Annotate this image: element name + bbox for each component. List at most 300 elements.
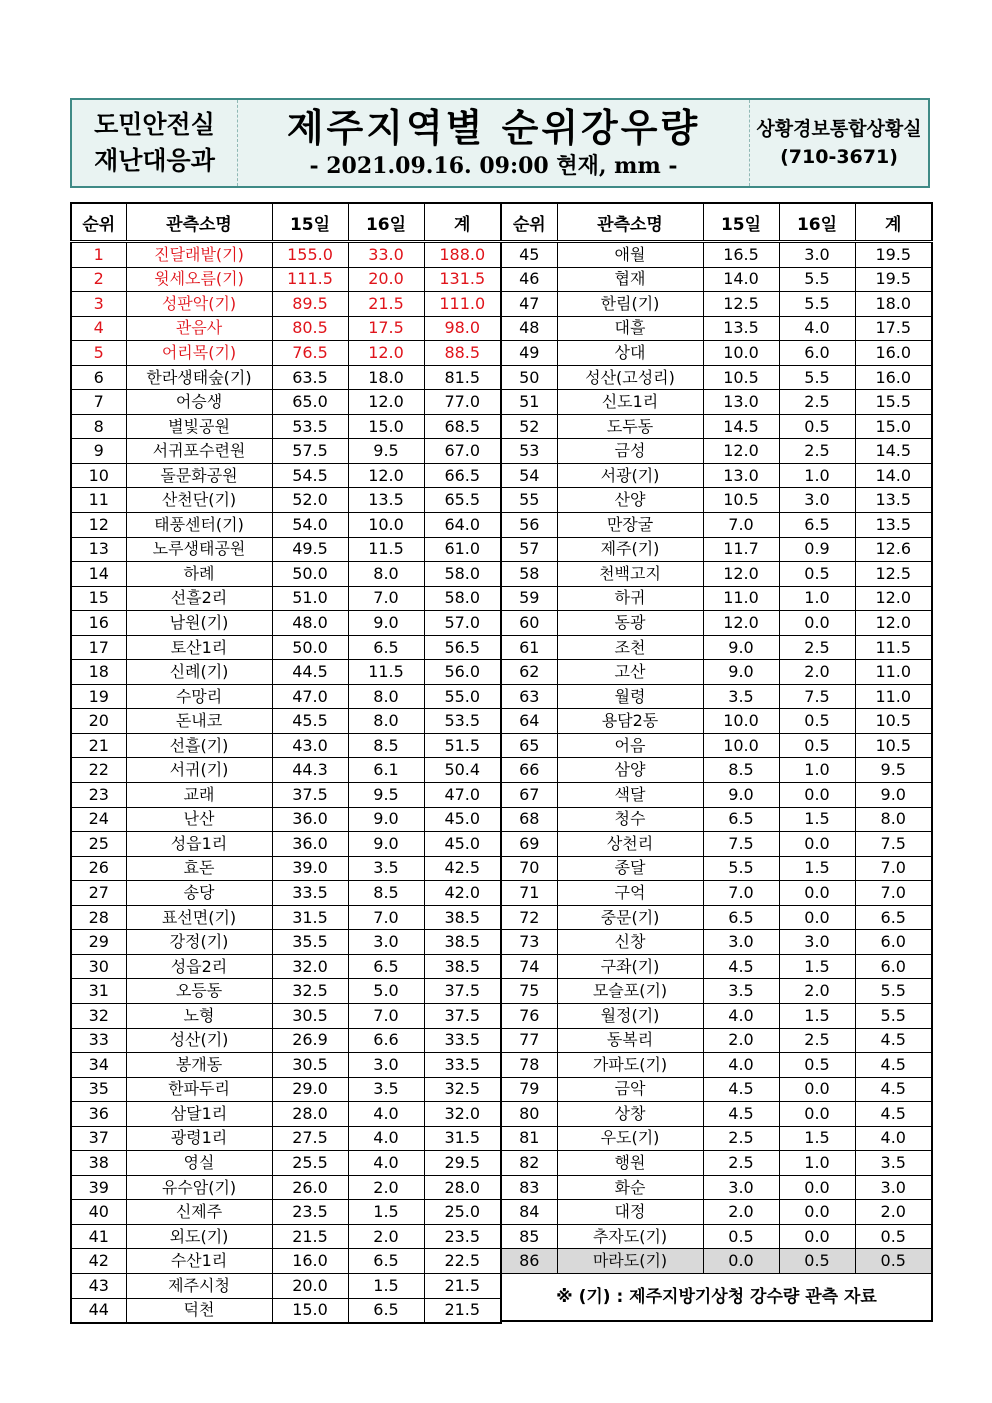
station-cell: 영실 <box>126 1151 272 1176</box>
day15-cell: 10.0 <box>703 341 779 366</box>
table-row <box>71 1224 501 1249</box>
day15-cell: 2.5 <box>703 1126 779 1151</box>
total-cell: 4.0 <box>855 1126 932 1151</box>
table-row <box>71 758 501 783</box>
day15-cell: 7.5 <box>703 832 779 857</box>
day15-cell: 31.5 <box>272 905 348 930</box>
rank-cell: 27 <box>71 881 126 906</box>
table-row <box>71 1028 501 1053</box>
total-cell: 38.5 <box>424 905 501 930</box>
total-cell: 16.0 <box>855 341 932 366</box>
table-row <box>71 1200 501 1225</box>
day15-cell: 14.5 <box>703 414 779 439</box>
rank-cell: 47 <box>501 292 557 317</box>
station-cell: 성읍1리 <box>126 832 272 857</box>
day16-cell: 2.5 <box>779 635 855 660</box>
table-row <box>501 1249 932 1274</box>
total-cell: 38.5 <box>424 930 501 955</box>
day16-cell: 21.5 <box>348 292 424 317</box>
station-cell: 청수 <box>557 807 703 832</box>
day15-cell: 4.0 <box>703 1053 779 1078</box>
rank-cell: 51 <box>501 390 557 415</box>
day16-cell: 4.0 <box>779 316 855 341</box>
report-header <box>70 98 930 188</box>
station-cell: 애월 <box>557 242 703 268</box>
day16-cell: 8.0 <box>348 562 424 587</box>
day16-cell: 20.0 <box>348 267 424 292</box>
table-row <box>501 709 932 734</box>
rank-cell: 70 <box>501 856 557 881</box>
day15-cell: 50.0 <box>272 635 348 660</box>
day15-cell: 2.0 <box>703 1028 779 1053</box>
total-cell: 33.5 <box>424 1028 501 1053</box>
rank-cell: 50 <box>501 365 557 390</box>
day16-cell: 12.0 <box>348 463 424 488</box>
day16-cell: 2.0 <box>779 979 855 1004</box>
table-row <box>501 1224 932 1249</box>
day16-cell: 1.5 <box>779 1003 855 1028</box>
rank-cell: 18 <box>71 660 126 685</box>
day16-cell: 1.5 <box>779 1126 855 1151</box>
rank-cell: 28 <box>71 905 126 930</box>
station-cell: 모슬포(기) <box>557 979 703 1004</box>
day15-cell: 23.5 <box>272 1200 348 1225</box>
day15-cell: 111.5 <box>272 267 348 292</box>
table-row <box>501 562 932 587</box>
day15-cell: 13.0 <box>703 390 779 415</box>
day16-cell: 7.0 <box>348 905 424 930</box>
table-row <box>71 905 501 930</box>
day16-cell: 6.5 <box>348 954 424 979</box>
col-total: 계 <box>424 203 501 242</box>
day16-cell: 8.5 <box>348 733 424 758</box>
table-body-left <box>71 242 501 1324</box>
station-cell: 구좌(기) <box>557 954 703 979</box>
day16-cell: 1.5 <box>779 856 855 881</box>
day16-cell: 8.0 <box>348 709 424 734</box>
department-line1: 도민안전실 <box>94 110 215 139</box>
total-cell: 67.0 <box>424 439 501 464</box>
rank-cell: 54 <box>501 463 557 488</box>
rank-cell: 10 <box>71 463 126 488</box>
day16-cell: 7.0 <box>348 1003 424 1028</box>
day15-cell: 36.0 <box>272 807 348 832</box>
station-cell: 표선면(기) <box>126 905 272 930</box>
day16-cell: 4.0 <box>348 1102 424 1127</box>
total-cell: 51.5 <box>424 733 501 758</box>
table-row <box>501 316 932 341</box>
table-row <box>501 1053 932 1078</box>
rank-cell: 30 <box>71 954 126 979</box>
table-row <box>501 758 932 783</box>
day15-cell: 9.0 <box>703 635 779 660</box>
day16-cell: 0.0 <box>779 1175 855 1200</box>
total-cell: 12.5 <box>855 562 932 587</box>
station-cell: 용담2동 <box>557 709 703 734</box>
day15-cell: 10.0 <box>703 733 779 758</box>
table-row <box>501 390 932 415</box>
rank-cell: 48 <box>501 316 557 341</box>
station-cell: 행원 <box>557 1151 703 1176</box>
total-cell: 4.5 <box>855 1077 932 1102</box>
day16-cell: 18.0 <box>348 365 424 390</box>
station-cell: 대정 <box>557 1200 703 1225</box>
office-phone: (710-3671) <box>780 146 898 168</box>
rank-cell: 34 <box>71 1053 126 1078</box>
day15-cell: 20.0 <box>272 1273 348 1298</box>
day16-cell: 13.5 <box>348 488 424 513</box>
rank-cell: 45 <box>501 242 557 268</box>
rank-cell: 15 <box>71 586 126 611</box>
rainfall-table-left <box>70 202 502 1324</box>
total-cell: 53.5 <box>424 709 501 734</box>
rank-cell: 6 <box>71 365 126 390</box>
rank-cell: 16 <box>71 611 126 636</box>
day15-cell: 49.5 <box>272 537 348 562</box>
rank-cell: 85 <box>501 1224 557 1249</box>
day15-cell: 3.0 <box>703 930 779 955</box>
rank-cell: 46 <box>501 267 557 292</box>
day16-cell: 1.0 <box>779 758 855 783</box>
table-row <box>71 390 501 415</box>
station-cell: 월령 <box>557 684 703 709</box>
day15-cell: 21.5 <box>272 1224 348 1249</box>
rank-cell: 64 <box>501 709 557 734</box>
day16-cell: 0.9 <box>779 537 855 562</box>
day15-cell: 12.0 <box>703 439 779 464</box>
total-cell: 12.6 <box>855 537 932 562</box>
station-cell: 하례 <box>126 562 272 587</box>
table-row <box>71 660 501 685</box>
col-total: 계 <box>855 203 932 242</box>
table-header-row <box>501 203 932 242</box>
day15-cell: 25.5 <box>272 1151 348 1176</box>
day15-cell: 16.5 <box>703 242 779 268</box>
day16-cell: 5.0 <box>348 979 424 1004</box>
table-row <box>71 979 501 1004</box>
rank-cell: 29 <box>71 930 126 955</box>
rank-cell: 8 <box>71 414 126 439</box>
rank-cell: 60 <box>501 611 557 636</box>
table-row <box>501 365 932 390</box>
station-cell: 노루생태공원 <box>126 537 272 562</box>
station-cell: 제주시청 <box>126 1273 272 1298</box>
day15-cell: 89.5 <box>272 292 348 317</box>
col-day16: 16일 <box>779 203 855 242</box>
total-cell: 68.5 <box>424 414 501 439</box>
station-cell: 서귀(기) <box>126 758 272 783</box>
day16-cell: 6.5 <box>779 513 855 538</box>
station-cell: 진달래밭(기) <box>126 242 272 268</box>
total-cell: 3.0 <box>855 1175 932 1200</box>
total-cell: 7.5 <box>855 832 932 857</box>
rank-cell: 65 <box>501 733 557 758</box>
station-cell: 월정(기) <box>557 1003 703 1028</box>
rank-cell: 71 <box>501 881 557 906</box>
rank-cell: 17 <box>71 635 126 660</box>
day15-cell: 4.5 <box>703 1102 779 1127</box>
total-cell: 7.0 <box>855 856 932 881</box>
day16-cell: 0.0 <box>779 881 855 906</box>
day16-cell: 0.5 <box>779 414 855 439</box>
table-row <box>501 1028 932 1053</box>
day15-cell: 7.0 <box>703 513 779 538</box>
rank-cell: 25 <box>71 832 126 857</box>
day15-cell: 39.0 <box>272 856 348 881</box>
station-cell: 우도(기) <box>557 1126 703 1151</box>
table-row <box>501 684 932 709</box>
total-cell: 77.0 <box>424 390 501 415</box>
day16-cell: 9.0 <box>348 832 424 857</box>
table-row <box>71 1151 501 1176</box>
station-cell: 남원(기) <box>126 611 272 636</box>
table-header-row <box>71 203 501 242</box>
total-cell: 57.0 <box>424 611 501 636</box>
station-cell: 어리목(기) <box>126 341 272 366</box>
station-cell: 관음사 <box>126 316 272 341</box>
rank-cell: 1 <box>71 242 126 268</box>
station-cell: 대흘 <box>557 316 703 341</box>
day15-cell: 0.0 <box>703 1249 779 1274</box>
station-cell: 수망리 <box>126 684 272 709</box>
rank-cell: 9 <box>71 439 126 464</box>
total-cell: 37.5 <box>424 979 501 1004</box>
station-cell: 중문(기) <box>557 905 703 930</box>
rank-cell: 69 <box>501 832 557 857</box>
table-row <box>71 292 501 317</box>
rank-cell: 14 <box>71 562 126 587</box>
station-cell: 한림(기) <box>557 292 703 317</box>
station-cell: 선흘2리 <box>126 586 272 611</box>
station-cell: 신도1리 <box>557 390 703 415</box>
station-cell: 종달 <box>557 856 703 881</box>
table-row <box>71 1298 501 1323</box>
rank-cell: 58 <box>501 562 557 587</box>
day16-cell: 12.0 <box>348 390 424 415</box>
rank-cell: 63 <box>501 684 557 709</box>
station-cell: 선흘(기) <box>126 733 272 758</box>
office-name: 상황경보통합상황실 <box>756 118 922 140</box>
station-cell: 태풍센터(기) <box>126 513 272 538</box>
station-cell: 마라도(기) <box>557 1249 703 1274</box>
day16-cell: 4.0 <box>348 1151 424 1176</box>
day15-cell: 63.5 <box>272 365 348 390</box>
day15-cell: 27.5 <box>272 1126 348 1151</box>
day16-cell: 9.0 <box>348 611 424 636</box>
total-cell: 65.5 <box>424 488 501 513</box>
day16-cell: 0.0 <box>779 1224 855 1249</box>
department-line2: 재난대응과 <box>94 146 215 175</box>
total-cell: 19.5 <box>855 242 932 268</box>
table-row <box>501 1077 932 1102</box>
day16-cell: 1.0 <box>779 586 855 611</box>
day16-cell: 3.0 <box>348 930 424 955</box>
rank-cell: 36 <box>71 1102 126 1127</box>
day16-cell: 0.0 <box>779 905 855 930</box>
station-cell: 윗세오름(기) <box>126 267 272 292</box>
table-row <box>71 267 501 292</box>
total-cell: 5.5 <box>855 979 932 1004</box>
total-cell: 10.5 <box>855 733 932 758</box>
day15-cell: 54.5 <box>272 463 348 488</box>
table-row <box>71 537 501 562</box>
day16-cell: 3.0 <box>348 1053 424 1078</box>
total-cell: 58.0 <box>424 562 501 587</box>
day15-cell: 76.5 <box>272 341 348 366</box>
station-cell: 천백고지 <box>557 562 703 587</box>
total-cell: 25.0 <box>424 1200 501 1225</box>
total-cell: 42.5 <box>424 856 501 881</box>
day16-cell: 0.5 <box>779 1053 855 1078</box>
rank-cell: 11 <box>71 488 126 513</box>
day16-cell: 0.0 <box>779 611 855 636</box>
table-row <box>501 1102 932 1127</box>
station-cell: 동복리 <box>557 1028 703 1053</box>
total-cell: 12.0 <box>855 586 932 611</box>
day16-cell: 6.5 <box>348 635 424 660</box>
day15-cell: 9.0 <box>703 783 779 808</box>
table-row <box>71 733 501 758</box>
table-row <box>501 341 932 366</box>
table-row <box>71 881 501 906</box>
station-cell: 난산 <box>126 807 272 832</box>
table-row <box>71 1273 501 1298</box>
day15-cell: 33.5 <box>272 881 348 906</box>
table-row <box>501 439 932 464</box>
day16-cell: 2.5 <box>779 1028 855 1053</box>
rank-cell: 12 <box>71 513 126 538</box>
rank-cell: 62 <box>501 660 557 685</box>
total-cell: 33.5 <box>424 1053 501 1078</box>
day16-cell: 0.0 <box>779 1102 855 1127</box>
table-row <box>71 586 501 611</box>
total-cell: 4.5 <box>855 1102 932 1127</box>
day15-cell: 80.5 <box>272 316 348 341</box>
day16-cell: 9.5 <box>348 439 424 464</box>
rank-cell: 68 <box>501 807 557 832</box>
table-row <box>501 1126 932 1151</box>
col-station: 관측소명 <box>126 203 272 242</box>
table-row <box>71 242 501 268</box>
total-cell: 23.5 <box>424 1224 501 1249</box>
total-cell: 6.0 <box>855 954 932 979</box>
day16-cell: 1.5 <box>348 1200 424 1225</box>
station-cell: 신제주 <box>126 1200 272 1225</box>
rank-cell: 37 <box>71 1126 126 1151</box>
total-cell: 9.0 <box>855 783 932 808</box>
rank-cell: 82 <box>501 1151 557 1176</box>
total-cell: 13.5 <box>855 513 932 538</box>
station-cell: 송당 <box>126 881 272 906</box>
total-cell: 18.0 <box>855 292 932 317</box>
day16-cell: 2.0 <box>348 1175 424 1200</box>
day16-cell: 5.5 <box>779 267 855 292</box>
rank-cell: 42 <box>71 1249 126 1274</box>
table-row <box>501 905 932 930</box>
total-cell: 37.5 <box>424 1003 501 1028</box>
rank-cell: 26 <box>71 856 126 881</box>
total-cell: 0.5 <box>855 1249 932 1274</box>
day16-cell: 1.0 <box>779 463 855 488</box>
day16-cell: 17.5 <box>348 316 424 341</box>
day15-cell: 10.0 <box>703 709 779 734</box>
table-row <box>71 341 501 366</box>
table-row <box>501 463 932 488</box>
day16-cell: 1.5 <box>779 954 855 979</box>
rank-cell: 72 <box>501 905 557 930</box>
total-cell: 4.5 <box>855 1028 932 1053</box>
station-cell: 금성 <box>557 439 703 464</box>
station-cell: 신창 <box>557 930 703 955</box>
rank-cell: 53 <box>501 439 557 464</box>
station-cell: 색달 <box>557 783 703 808</box>
day16-cell: 4.0 <box>348 1126 424 1151</box>
total-cell: 11.5 <box>855 635 932 660</box>
total-cell: 13.5 <box>855 488 932 513</box>
day16-cell: 6.5 <box>348 1298 424 1323</box>
table-row <box>501 832 932 857</box>
day16-cell: 0.0 <box>779 1077 855 1102</box>
day16-cell: 6.6 <box>348 1028 424 1053</box>
total-cell: 55.0 <box>424 684 501 709</box>
table-row <box>501 783 932 808</box>
station-cell: 화순 <box>557 1175 703 1200</box>
station-cell: 고산 <box>557 660 703 685</box>
station-cell: 효돈 <box>126 856 272 881</box>
rank-cell: 79 <box>501 1077 557 1102</box>
day15-cell: 28.0 <box>272 1102 348 1127</box>
table-row <box>71 684 501 709</box>
day16-cell: 9.5 <box>348 783 424 808</box>
rank-cell: 61 <box>501 635 557 660</box>
table-row <box>71 856 501 881</box>
day16-cell: 3.5 <box>348 1077 424 1102</box>
table-row <box>71 1102 501 1127</box>
rank-cell: 24 <box>71 807 126 832</box>
station-cell: 조천 <box>557 635 703 660</box>
total-cell: 2.0 <box>855 1200 932 1225</box>
total-cell: 56.0 <box>424 660 501 685</box>
table-row <box>71 439 501 464</box>
table-row <box>71 316 501 341</box>
day15-cell: 15.0 <box>272 1298 348 1323</box>
station-cell: 노형 <box>126 1003 272 1028</box>
table-row <box>71 832 501 857</box>
day15-cell: 30.5 <box>272 1003 348 1028</box>
total-cell: 6.5 <box>855 905 932 930</box>
rank-cell: 38 <box>71 1151 126 1176</box>
table-row <box>71 1077 501 1102</box>
station-cell: 서귀포수련원 <box>126 439 272 464</box>
day16-cell: 10.0 <box>348 513 424 538</box>
table-row <box>71 1053 501 1078</box>
day15-cell: 53.5 <box>272 414 348 439</box>
station-cell: 돈내코 <box>126 709 272 734</box>
footnote-row <box>501 1273 932 1321</box>
station-cell: 제주(기) <box>557 537 703 562</box>
total-cell: 58.0 <box>424 586 501 611</box>
total-cell: 31.5 <box>424 1126 501 1151</box>
total-cell: 98.0 <box>424 316 501 341</box>
station-cell: 성산(고성리) <box>557 365 703 390</box>
rank-cell: 49 <box>501 341 557 366</box>
col-rank: 순위 <box>501 203 557 242</box>
day16-cell: 3.5 <box>348 856 424 881</box>
table-row <box>501 1003 932 1028</box>
total-cell: 64.0 <box>424 513 501 538</box>
table-row <box>71 807 501 832</box>
day16-cell: 0.0 <box>779 1200 855 1225</box>
